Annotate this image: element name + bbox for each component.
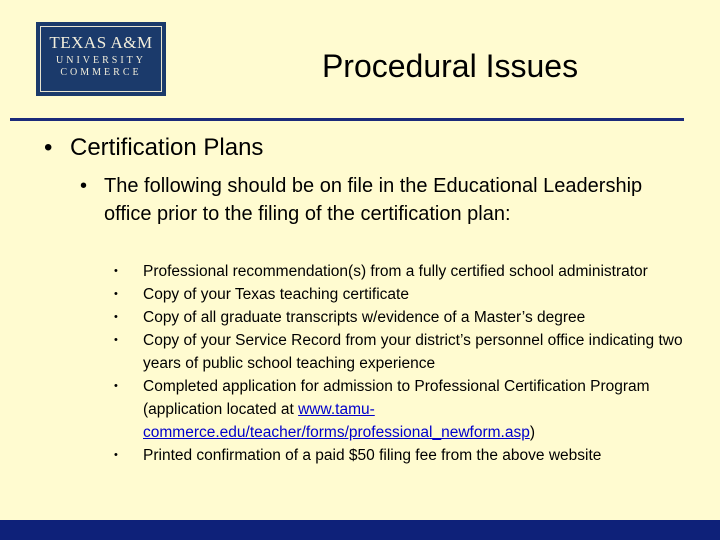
logo-line-1: TEXAS A&M — [49, 33, 153, 52]
level3-list — [112, 260, 712, 467]
bullet-icon: • — [114, 380, 118, 392]
list-item — [112, 306, 712, 329]
list-item — [112, 260, 712, 283]
list-item-suffix: ) — [529, 424, 535, 441]
bullet-icon: • — [114, 311, 118, 323]
list-item — [112, 375, 712, 444]
list-item — [112, 283, 712, 306]
level2-text: The following should be on file in the Educational Leadership office prior to the filing of the certification plan: — [104, 175, 643, 225]
bullet-icon: • — [80, 175, 88, 197]
title-divider — [10, 118, 684, 121]
level1-text: Certification Plans — [70, 134, 264, 161]
list-item-text: Printed confirmation of a paid $50 filing fee from the above website — [143, 447, 602, 464]
list-item-text: Copy of your Service Record from your district’s personnel office indicating two years of public school teaching experience — [143, 332, 683, 372]
logo-frame — [40, 26, 162, 92]
list-item — [112, 329, 712, 375]
list-item-text: Professional recommendation(s) from a fully certified school administrator — [143, 263, 648, 280]
list-item — [112, 444, 712, 467]
logo-line-3: COMMERCE — [60, 67, 142, 78]
level2-bullet-item — [80, 172, 680, 228]
application-link[interactable]: www.tamu-commerce.edu/teacher/forms/professional_newform.asp — [143, 401, 530, 441]
footer-bar — [0, 520, 720, 540]
university-logo — [36, 22, 166, 96]
slide-title: Procedural Issues — [321, 48, 579, 84]
level1-bullet-item — [44, 134, 263, 162]
bullet-icon: • — [44, 134, 53, 161]
list-item-text: Copy of your Texas teaching certificate — [143, 286, 409, 303]
list-item-text: Copy of all graduate transcripts w/evidence of a Master’s degree — [143, 309, 586, 326]
bullet-icon: • — [114, 265, 118, 277]
list-item-text: Completed application for admission to Professional Certification Program (application located at — [143, 378, 650, 418]
bullet-icon: • — [114, 334, 118, 346]
logo-line-2: UNIVERSITY — [56, 55, 146, 66]
bullet-icon: • — [114, 449, 118, 461]
bullet-icon: • — [114, 288, 118, 300]
